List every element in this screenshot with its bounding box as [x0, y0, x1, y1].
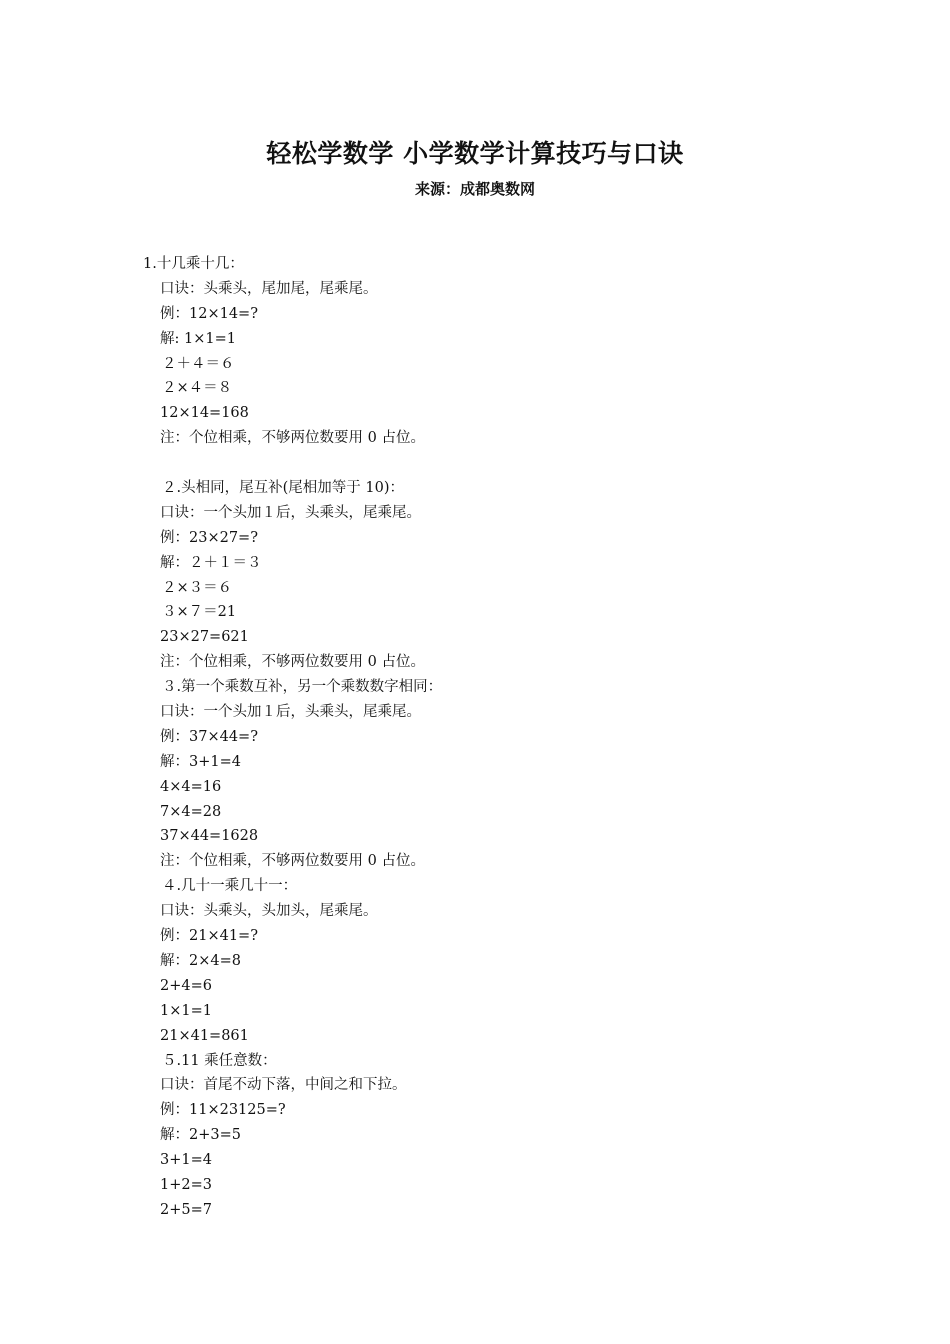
section-3-heading: ３.第一个乘数互补，另一个乘数数字相同：	[162, 679, 443, 696]
section-5-example: 例：11×23125=?	[160, 1102, 286, 1119]
section-3-rhyme: 口诀：一个头加１后，头乘头，尾乘尾。	[160, 704, 421, 721]
section-2-heading: ２.头相同，尾互补(尾相加等于 10)：	[162, 480, 404, 497]
section-2-step: ２×３＝６	[162, 579, 233, 596]
section-1-example: 例：12×14=?	[160, 305, 258, 322]
section-2-step: ３×７＝21	[162, 604, 237, 621]
section-2-result: 23×27=621	[160, 629, 249, 646]
section-4-result: 21×41=861	[160, 1027, 249, 1044]
section-1-note: 注：个位相乘，不够两位数要用 0 占位。	[160, 430, 425, 447]
section-3-result: 37×44=1628	[160, 828, 259, 845]
section-5-rhyme: 口诀：首尾不动下落，中间之和下拉。	[160, 1077, 407, 1094]
section-4-example: 例：21×41=?	[160, 928, 258, 945]
section-4-step: 1×1=1	[160, 1002, 212, 1019]
section-1-heading: 1.十几乘十几：	[143, 256, 244, 272]
section-5-step: 解：2+3=5	[160, 1127, 241, 1144]
section-3-step: 7×4=28	[160, 803, 222, 820]
section-1-rhyme: 口诀：头乘头，尾加尾，尾乘尾。	[160, 280, 378, 297]
section-5-step: 2+5=7	[160, 1201, 212, 1218]
section-5-heading: ５.11 乘任意数：	[162, 1052, 277, 1069]
section-5-step: 3+1=4	[160, 1152, 212, 1169]
section-1-step: ２×４＝８	[162, 380, 233, 397]
section-2-example: 例：23×27=?	[160, 529, 258, 546]
section-1-result: 12×14=168	[160, 405, 249, 422]
section-2-step: 解：２＋１＝３	[160, 554, 262, 571]
section-1-step: ２＋４＝６	[162, 355, 235, 372]
spacer	[0, 451, 950, 476]
section-4-step: 2+4=6	[160, 977, 212, 994]
section-4-rhyme: 口诀：头乘头，头加头，尾乘尾。	[160, 903, 378, 920]
section-3-step: 解：3+1=4	[160, 753, 241, 770]
section-3-note: 注：个位相乘，不够两位数要用 0 占位。	[160, 853, 425, 870]
section-3-step: 4×4=16	[160, 778, 222, 795]
section-4-step: 解：2×4=8	[160, 952, 241, 969]
document-source: 来源：成都奥数网	[414, 180, 535, 198]
document-title: 轻松学数学 小学数学计算技巧与口诀	[266, 139, 684, 168]
document-body	[0, 252, 950, 1223]
section-2-rhyme: 口诀：一个头加１后，头乘头，尾乘尾。	[160, 504, 421, 521]
section-1-step: 解: 1×1=1	[160, 330, 236, 347]
section-3-example: 例：37×44=?	[160, 728, 258, 745]
section-2-note: 注：个位相乘，不够两位数要用 0 占位。	[160, 654, 425, 671]
section-5-step: 1+2=3	[160, 1176, 212, 1193]
section-4-heading: ４.几十一乘几十一：	[162, 878, 298, 895]
